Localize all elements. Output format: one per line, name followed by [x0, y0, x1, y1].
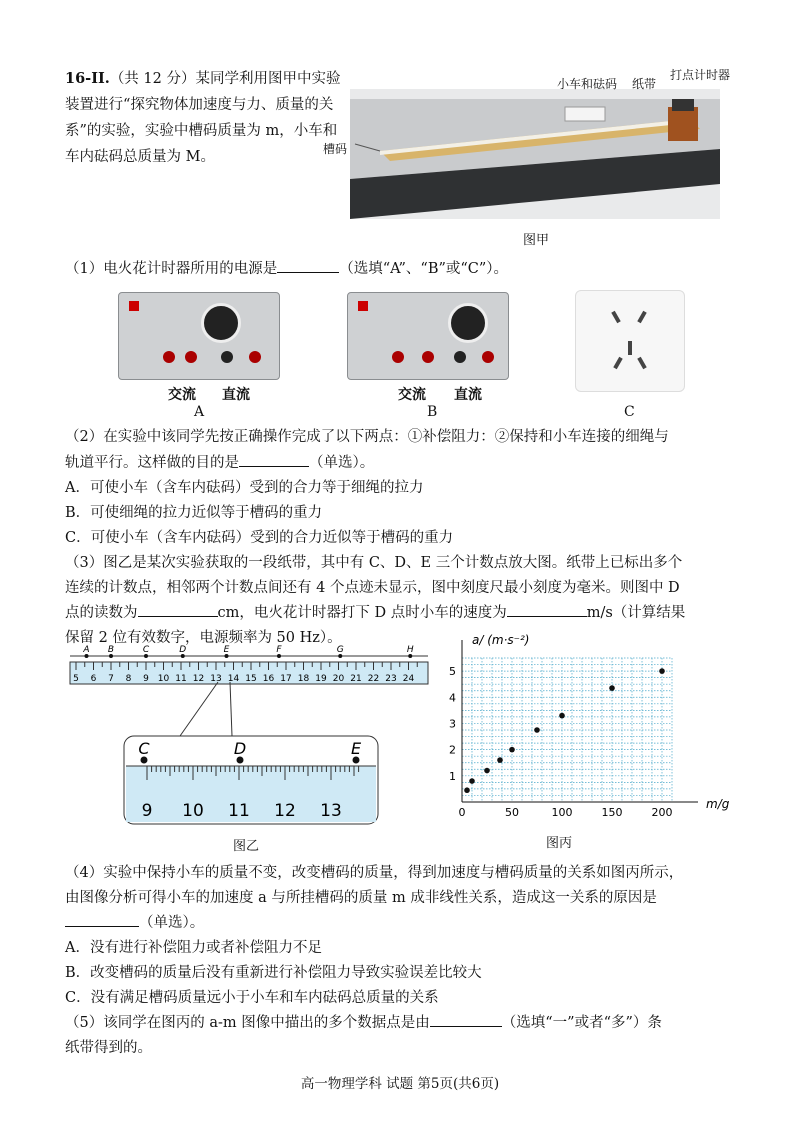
tape-point-label: G — [336, 645, 344, 655]
data-point — [484, 768, 490, 774]
a-m-chart — [440, 630, 740, 830]
label-tape: 纸带 — [632, 77, 657, 91]
ruler-tick-label: 6 — [90, 674, 97, 684]
data-point — [464, 787, 470, 793]
ruler-tick-label: 10 — [157, 674, 170, 684]
tape-point-label: A — [83, 645, 90, 655]
q5-answer-blank[interactable] — [430, 1012, 502, 1027]
q4-line1: （4）实验中保持小车的质量不变，改变槽码的质量，得到加速度与槽码质量的关系如图丙所示， — [65, 865, 684, 881]
data-point — [469, 778, 475, 784]
label-a-dc: 直流 — [222, 387, 250, 403]
zoom-point-label: E — [350, 739, 362, 758]
label-b-dc: 直流 — [454, 387, 482, 403]
power-supply-b — [347, 292, 509, 380]
y-tick-label: 3 — [449, 717, 456, 731]
ruler-tick-label: 14 — [227, 674, 240, 684]
ruler-tick-label: 24 — [402, 674, 415, 684]
tape-point-label: D — [179, 645, 187, 655]
tape-point-label: F — [276, 645, 282, 655]
zoom-line-right — [230, 682, 232, 736]
power-supply-a — [118, 292, 280, 380]
q3-line2: 连续的计数点，相邻两个计数点间还有 4 个点迹未显示，图中刻度尺最小刻度为毫米。则图中 D — [65, 580, 680, 596]
q3-line1: （3）图乙是某次实验获取的一段纸带，其中有 C、D、E 三个计数点放大图。纸带上已标出多个 — [65, 555, 683, 571]
ruler-tick-label: 7 — [108, 674, 114, 684]
caption-photo: 图甲 — [523, 233, 550, 248]
chart-grid — [462, 658, 672, 802]
label-b-ac: 交流 — [398, 387, 426, 403]
q1-answer-blank[interactable] — [277, 258, 339, 273]
ruler-tick-label: 5 — [73, 674, 79, 684]
zoom-tick-label: 12 — [274, 801, 296, 821]
q2-option-c: C．可使小车（含车内砝码）受到的合力近似等于槽码的重力 — [65, 530, 454, 546]
q5-line2: 纸带得到的。 — [65, 1040, 152, 1056]
q4-option-b: B．改变槽码的质量后没有重新进行补偿阻力导致实验误差比较大 — [65, 965, 482, 981]
page-footer: 高一物理学科 试题 第5页(共6页) — [300, 1076, 500, 1092]
x-tick-label: 200 — [651, 806, 673, 819]
x-axis-label: m/g — [706, 797, 730, 811]
zoom-tick-label: 13 — [320, 801, 342, 821]
data-point — [534, 727, 540, 733]
x-tick-label: 150 — [601, 806, 623, 819]
ruler-tick-label: 20 — [332, 674, 345, 684]
q2-option-a: A．可使小车（含车内砝码）受到的合力等于细绳的拉力 — [65, 480, 424, 496]
data-point — [609, 685, 615, 691]
y-tick-label: 2 — [449, 743, 456, 757]
ruler-tick-label: 13 — [210, 674, 222, 684]
ruler-tick-label: 11 — [175, 674, 187, 684]
ruler-tick-label: 9 — [143, 674, 149, 684]
x-tick-label: 50 — [505, 806, 519, 819]
label-a-ac: 交流 — [168, 387, 196, 403]
q3-speed-blank[interactable] — [507, 602, 587, 617]
ruler-tick-label: 21 — [350, 674, 362, 684]
data-point — [497, 757, 503, 763]
zoom-tick-label: 11 — [228, 801, 250, 821]
y-tick-label: 1 — [449, 769, 456, 783]
tape-point-label: C — [142, 645, 150, 655]
ruler-tick-label: 18 — [297, 674, 310, 684]
zoom-tick-label: 9 — [141, 801, 153, 821]
ruler-tick-label: 17 — [280, 674, 292, 684]
q3-reading-blank[interactable] — [138, 602, 218, 617]
zoom-line-left — [180, 682, 218, 736]
data-point — [559, 713, 565, 719]
caption-ruler: 图乙 — [233, 839, 260, 854]
ruler-figure — [60, 640, 440, 840]
zoom-tick-label: 10 — [182, 801, 204, 821]
q4-answer-blank[interactable] — [65, 912, 139, 927]
question-intro — [65, 66, 347, 170]
q2-option-b: B．可使细绳的拉力近似等于槽码的重力 — [65, 505, 323, 521]
intro-text: （共 12 分）某同学利用图甲中实验装置进行“探究物体加速度与力、质量的关系”的实验，实验中槽码质量为 m，小车和车内砝码总质量为 M。 — [65, 71, 341, 165]
ruler-tick-label: 15 — [245, 674, 257, 684]
q4-option-a: A．没有进行补偿阻力或者补偿阻力不足 — [65, 940, 322, 956]
apparatus-drawing — [350, 89, 720, 219]
q1-stem: （1）电火花计时器所用的电源是 （选填“A”、“B”或“C”）。 — [65, 258, 508, 280]
option-b-letter: B — [427, 404, 438, 420]
x-tick-label: 0 — [458, 806, 466, 819]
label-timer: 打点计时器 — [670, 68, 731, 82]
y-axis-label: a/ (m·s⁻²) — [472, 633, 530, 647]
apparatus-photo — [350, 89, 720, 219]
q3-line4: 保留 2 位有效数字，电源频率为 50 Hz）。 — [65, 630, 342, 646]
q2-answer-blank[interactable] — [239, 452, 309, 467]
ruler-tick-label: 22 — [367, 674, 380, 684]
ruler-tick-label: 16 — [262, 674, 275, 684]
zoom-point-label: C — [138, 739, 150, 758]
wall-socket-c — [575, 290, 685, 392]
q2-line2: 轨道平行。这样做的目的是 （单选）。 — [65, 452, 374, 474]
chart-points — [464, 668, 665, 793]
ruler-tick-label: 23 — [385, 674, 397, 684]
tape-point-label: B — [107, 645, 115, 655]
q4-line3: （单选）。 — [65, 912, 204, 934]
option-a-letter: A — [194, 404, 205, 420]
q4-line2: 由图像分析可得小车的加速度 a 与所挂槽码的质量 m 成非线性关系，造成这一关系的原因是 — [65, 890, 657, 906]
label-weight: 槽码 — [323, 142, 348, 156]
q4-option-c: C．没有满足槽码质量远小于小车和车内砝码总质量的关系 — [65, 990, 439, 1006]
ruler-tick-label: 19 — [315, 674, 327, 684]
zoom-point-label: D — [233, 739, 247, 758]
data-point — [659, 668, 665, 674]
ruler-tick-label: 12 — [192, 674, 205, 684]
ruler-tick-label: 8 — [125, 674, 132, 684]
q5-line1: （5）该同学在图丙的 a-m 图像中描出的多个数据点是由 （选填“一”或者“多”）条 — [65, 1012, 662, 1034]
y-tick-label: 5 — [449, 665, 456, 679]
y-tick-label: 4 — [449, 691, 456, 705]
chart-ticks — [449, 665, 673, 819]
question-number: 16-II. — [65, 70, 110, 87]
label-cart: 小车和砝码 — [557, 77, 618, 91]
tape-point-label: E — [223, 645, 230, 655]
option-c-letter: C — [624, 404, 635, 420]
tape-point-label: H — [406, 645, 414, 655]
q3-line3: 点的读数为 cm，电火花计时器打下 D 点时小车的速度为 m/s（计算结果 — [65, 602, 685, 624]
knob — [448, 303, 488, 343]
x-tick-label: 100 — [551, 806, 573, 819]
q2-line1: （2）在实验中该同学先按正确操作完成了以下两点：①补偿阻力：②保持和小车连接的细绳与 — [65, 429, 669, 445]
knob — [201, 303, 241, 343]
caption-chart: 图丙 — [546, 836, 573, 851]
data-point — [509, 747, 515, 753]
